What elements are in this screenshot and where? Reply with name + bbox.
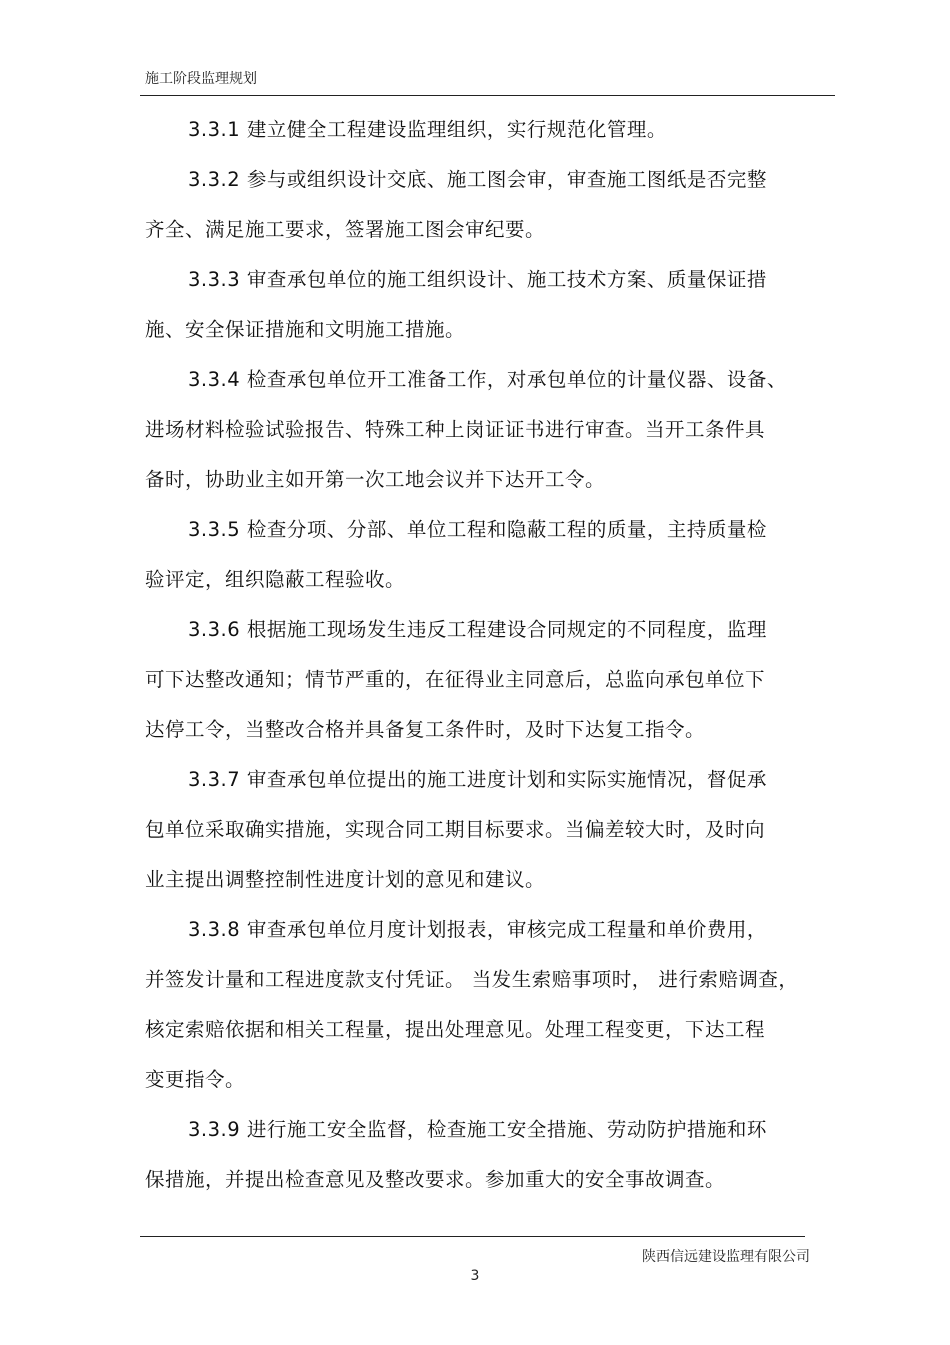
body-line: 达停工令，当整改合格并具备复工条件时，及时下达复工指令。 (145, 718, 706, 741)
body-line: 核定索赔依据和相关工程量，提出处理意见。处理工程变更，下达工程 (145, 1018, 766, 1041)
body-line: 3.3.2 参与或组织设计交底、施工图会审，审查施工图纸是否完整 (188, 168, 767, 191)
body-line: 3.3.6 根据施工现场发生违反工程建设合同规定的不同程度，监理 (188, 618, 767, 641)
body-line: 变更指令。 (145, 1068, 246, 1091)
body-line: 业主提出调整控制性进度计划的意见和建议。 (145, 868, 546, 891)
body-line: 3.3.5 检查分项、分部、单位工程和隐蔽工程的质量，主持质量检 (188, 518, 767, 541)
body-line: 可下达整改通知；情节严重的，在征得业主同意后，总监向承包单位下 (145, 668, 766, 691)
page-number: 3 (470, 1268, 480, 1284)
body-line: 3.3.3 审查承包单位的施工组织设计、施工技术方案、质量保证措 (188, 268, 767, 291)
document-body (145, 105, 835, 1205)
body-line: 齐全、满足施工要求，签署施工图会审纪要。 (145, 218, 546, 241)
body-line: 包单位采取确实措施，实现合同工期目标要求。当偏差较大时，及时向 (145, 818, 766, 841)
footer-divider (140, 1236, 805, 1237)
body-line: 并签发计量和工程进度款支付凭证。 当发生索赔事项时， 进行索赔调查， (145, 968, 799, 991)
body-line: 保措施，并提出检查意见及整改要求。参加重大的安全事故调查。 (145, 1168, 726, 1191)
body-line: 施、安全保证措施和文明施工措施。 (145, 318, 466, 341)
body-line: 3.3.9 进行施工安全监督，检查施工安全措施、劳动防护措施和环 (188, 1118, 767, 1141)
header-divider (140, 95, 835, 96)
body-line: 3.3.4 检查承包单位开工准备工作，对承包单位的计量仪器、设备、 (188, 368, 787, 391)
body-line: 进场材料检验试验报告、特殊工种上岗证证书进行审查。当开工条件具 (145, 418, 766, 441)
page-header-title: 施工阶段监理规划 (145, 71, 257, 87)
body-line: 3.3.1 建立健全工程建设监理组织，实行规范化管理。 (188, 118, 667, 141)
body-line: 3.3.7 审查承包单位提出的施工进度计划和实际实施情况，督促承 (188, 768, 767, 791)
body-line: 3.3.8 审查承包单位月度计划报表，审核完成工程量和单价费用， (188, 918, 767, 941)
body-line: 备时，协助业主如开第一次工地会议并下达开工令。 (145, 468, 606, 491)
footer-company-name: 陕西信远建设监理有限公司 (642, 1249, 810, 1265)
body-line: 验评定，组织隐蔽工程验收。 (145, 568, 406, 591)
